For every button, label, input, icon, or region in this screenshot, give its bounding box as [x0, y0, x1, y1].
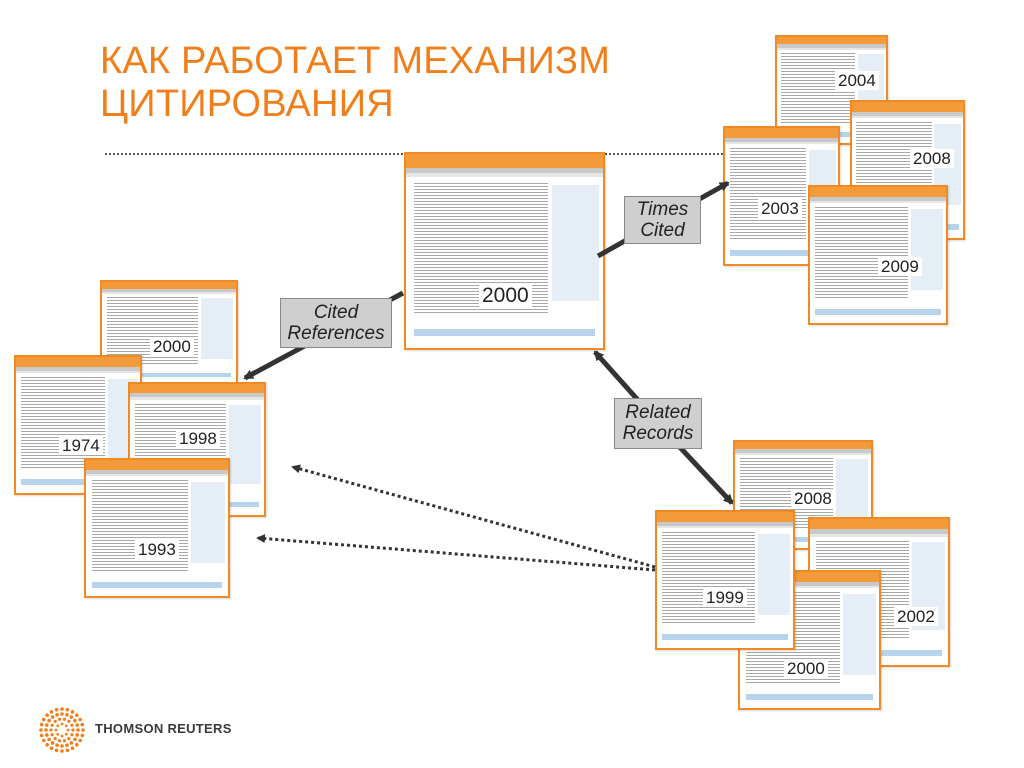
- record-year: 2004: [835, 71, 879, 90]
- related-records-label: Related Records: [614, 398, 702, 449]
- slide-title-line1: КАК РАБОТАЕТ МЕХАНИЗМ: [100, 40, 611, 82]
- record-year: 2000: [150, 337, 194, 356]
- related-records-arrow-down: [675, 442, 732, 503]
- record-year: 1998: [176, 429, 220, 448]
- slide-title-line2: ЦИТИРОВАНИЯ: [100, 83, 394, 125]
- record-year: 1974: [59, 436, 103, 455]
- record-year: 2008: [791, 489, 835, 508]
- record-year: 2009: [878, 257, 922, 276]
- cited-references-label: Cited References: [280, 298, 392, 348]
- record-year: 2000: [784, 659, 828, 678]
- times-cited-label: Times Cited: [624, 196, 701, 244]
- company-name: THOMSON REUTERS: [95, 721, 232, 736]
- record-year: 1999: [703, 588, 747, 607]
- record-year: 1993: [135, 540, 179, 559]
- thomson-reuters-logo-icon: [38, 706, 86, 754]
- dotted-arrow-upper: [293, 467, 655, 567]
- record-year: 2002: [894, 607, 938, 626]
- center-record-year: 2000: [479, 284, 532, 307]
- record-year: 2008: [910, 149, 954, 168]
- dotted-arrow-lower: [258, 538, 655, 570]
- record-year: 2003: [758, 199, 802, 218]
